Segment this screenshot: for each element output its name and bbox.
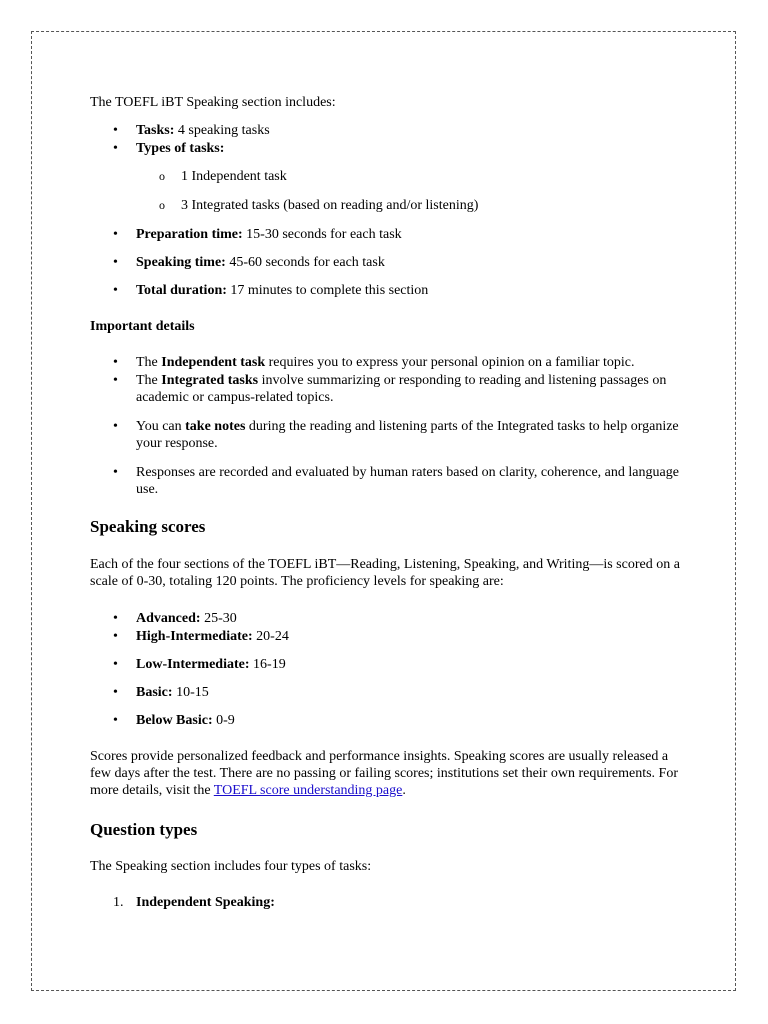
sub-bullet-glyph: o	[159, 169, 165, 183]
list-item-tasks: Tasks: 4 speaking tasks	[136, 123, 270, 138]
list-item-speaking-time: Speaking time: 45-60 seconds for each task	[136, 255, 385, 270]
scores-feedback-paragraph: Scores provide personalized feedback and performance insights. Speaking scores are usually released a few days after the test. There are no passing or failing scores; institutions set their own requirements. For more details, visit the TOEFL score understanding page.	[90, 749, 678, 798]
list-item-types: Types of tasks:	[136, 141, 225, 156]
bullet-glyph: •	[113, 355, 118, 370]
bullet-glyph: •	[113, 713, 118, 728]
bullet-glyph: •	[113, 283, 118, 298]
sub-bullet-glyph: o	[159, 198, 165, 212]
intro-text: The TOEFL iBT Speaking section includes:	[90, 95, 336, 110]
important-heading: Important details	[90, 319, 195, 334]
important-item-integrated: The Integrated tasks involve summarizing or responding to reading and listening passages on academic or campus-related topics.	[136, 373, 667, 405]
score-level-high-intermediate: High-Intermediate: 20-24	[136, 629, 289, 644]
sub-item-independent: 1 Independent task	[181, 169, 287, 184]
bullet-glyph: •	[113, 685, 118, 700]
bullet-glyph: •	[113, 419, 118, 434]
bullet-glyph: •	[113, 141, 118, 156]
bullet-glyph: •	[113, 465, 118, 480]
document-page	[31, 31, 736, 991]
question-type-independent: Independent Speaking:	[136, 895, 275, 910]
bullet-glyph: •	[113, 657, 118, 672]
bullet-glyph: •	[113, 123, 118, 138]
bullet-glyph: •	[113, 255, 118, 270]
scores-paragraph: Each of the four sections of the TOEFL iBT—Reading, Listening, Speaking, and Writing—is scored on a scale of 0-30, totaling 120 points. The proficiency levels for speaking are:	[90, 557, 680, 589]
bullet-glyph: •	[113, 373, 118, 388]
questions-intro: The Speaking section includes four types of tasks:	[90, 859, 372, 874]
score-level-advanced: Advanced: 25-30	[136, 611, 237, 626]
bullet-glyph: •	[113, 629, 118, 644]
important-item-independent: The Independent task requires you to express your personal opinion on a familiar topic.	[136, 355, 635, 370]
important-item-notes: You can take notes during the reading and listening parts of the Integrated tasks to help organize your response.	[136, 419, 679, 451]
score-level-low-intermediate: Low-Intermediate: 16-19	[136, 657, 286, 672]
toefl-score-link[interactable]: TOEFL score understanding page	[213, 783, 403, 798]
important-item-raters: Responses are recorded and evaluated by human raters based on clarity, coherence, and language use.	[136, 465, 679, 497]
scores-heading: Speaking scores	[90, 517, 206, 536]
score-level-below-basic: Below Basic: 0-9	[136, 713, 235, 728]
sub-item-integrated: 3 Integrated tasks (based on reading and/or listening)	[181, 198, 479, 213]
bullet-glyph: •	[113, 227, 118, 242]
score-level-basic: Basic: 10-15	[136, 685, 209, 700]
list-number: 1.	[113, 895, 124, 910]
bullet-glyph: •	[113, 611, 118, 626]
questions-heading: Question types	[90, 820, 198, 839]
list-item-prep: Preparation time: 15-30 seconds for each task	[136, 227, 402, 242]
list-item-total: Total duration: 17 minutes to complete this section	[136, 283, 429, 298]
